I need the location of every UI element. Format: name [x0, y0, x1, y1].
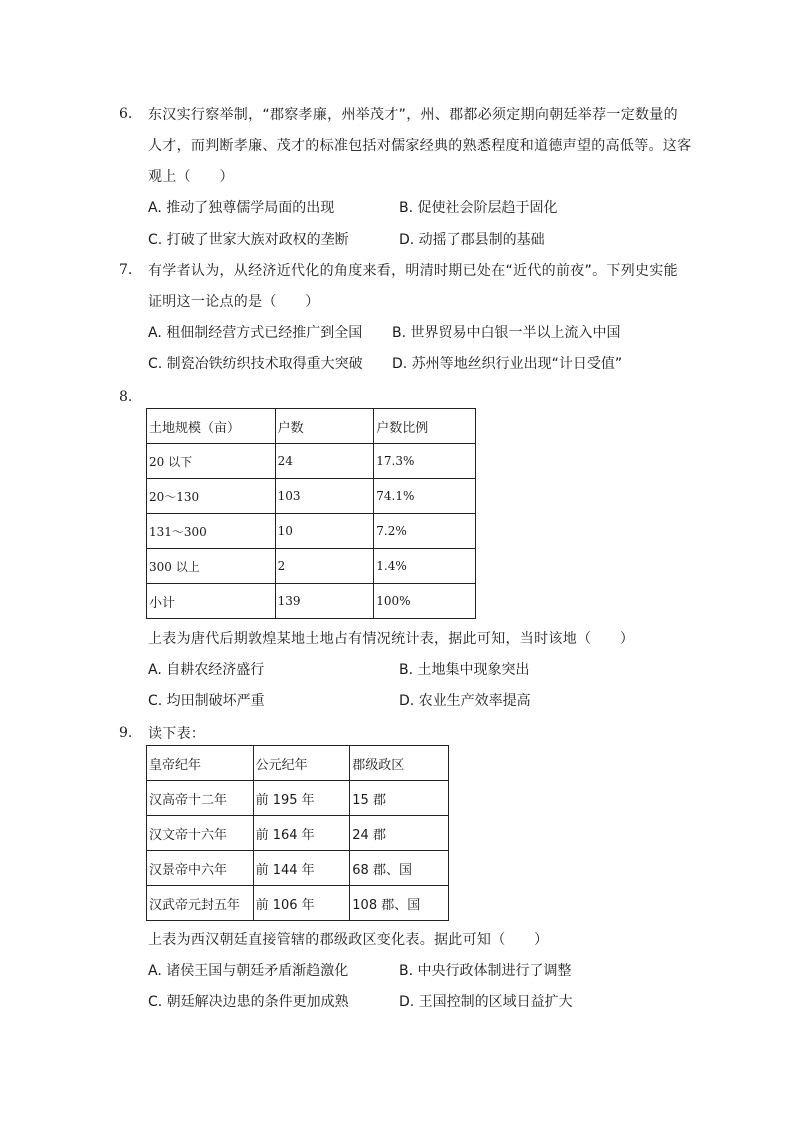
option-d[interactable]: D. 苏州等地丝织行业出现“计日受值”: [392, 356, 623, 372]
table-cell: 300 以上: [147, 549, 276, 584]
table-cell: 20～130: [147, 479, 276, 514]
table-header-cell: 公元纪年: [253, 746, 350, 781]
option-a[interactable]: A. 推动了独尊儒学局面的出现: [148, 200, 335, 216]
option-d[interactable]: D. 动摇了郡县制的基础: [399, 232, 545, 248]
option-d[interactable]: D. 农业生产效率提高: [399, 693, 531, 709]
question-text-line: 证明这一论点的是（ ）: [148, 294, 320, 310]
table-cell: 前 144 年: [253, 851, 350, 886]
table-cell: 131～300: [147, 514, 276, 549]
question-text-line: 人才，而判断孝廉、茂才的标准包括对儒家经典的熟悉程度和道德声望的高低等。这客: [148, 138, 692, 154]
table-row: [147, 886, 449, 921]
question-intro: 读下表：: [148, 726, 206, 742]
option-c[interactable]: C. 均田制破坏严重: [148, 693, 265, 709]
table-cell: 小计: [147, 584, 276, 619]
option-c[interactable]: C. 朝廷解决边患的条件更加成熟: [148, 994, 349, 1010]
table-header-cell: 土地规模（亩）: [147, 409, 276, 444]
option-b[interactable]: B. 中央行政体制进行了调整: [399, 963, 572, 979]
table-row: [147, 584, 476, 619]
table-row: [147, 816, 449, 851]
table-cell: 7.2%: [374, 514, 476, 549]
question-text-line: 有学者认为，从经济近代化的角度来看，明清时期已处在“近代的前夜”。下列史实能: [148, 263, 678, 279]
question-number: 7.: [119, 262, 133, 278]
table-cell: 24 郡: [350, 816, 449, 851]
table-row: [147, 781, 449, 816]
table-cell: 1.4%: [374, 549, 476, 584]
table-row: [147, 444, 476, 479]
table-cell: 前 164 年: [253, 816, 350, 851]
table-header-row: [147, 746, 449, 781]
table-cell: 前 106 年: [253, 886, 350, 921]
table-row: [147, 514, 476, 549]
table-header-cell: 郡级政区: [350, 746, 449, 781]
option-a[interactable]: A. 自耕农经济盛行: [148, 662, 265, 678]
table-cell: 汉景帝中六年: [147, 851, 254, 886]
table-cell: 103: [275, 479, 374, 514]
option-b[interactable]: B. 世界贸易中白银一半以上流入中国: [392, 325, 621, 341]
commandery-table: [146, 745, 449, 921]
land-holding-table: [146, 408, 476, 619]
option-c[interactable]: C. 制瓷冶铁纺织技术取得重大突破: [148, 356, 363, 372]
question-number: 8.: [119, 389, 133, 405]
table-cell: 2: [275, 549, 374, 584]
table-cell: 24: [275, 444, 374, 479]
table-header-cell: 户数比例: [374, 409, 476, 444]
question-stem: 上表为唐代后期敦煌某地土地占有情况统计表，据此可知，当时该地（ ）: [148, 631, 635, 647]
question-text-line: 观上（ ）: [148, 169, 234, 185]
question-stem: 上表为西汉朝廷直接管辖的郡级政区变化表。据此可知（ ）: [148, 932, 549, 948]
table-cell: 17.3%: [374, 444, 476, 479]
option-b[interactable]: B. 土地集中现象突出: [399, 662, 530, 678]
table-cell: 10: [275, 514, 374, 549]
question-number: 6.: [119, 106, 133, 122]
table-cell: 15 郡: [350, 781, 449, 816]
option-c[interactable]: C. 打破了世家大族对政权的垄断: [148, 232, 349, 248]
table-cell: 汉武帝元封五年: [147, 886, 254, 921]
option-b[interactable]: B. 促使社会阶层趋于固化: [399, 200, 558, 216]
table-cell: 108 郡、国: [350, 886, 449, 921]
table-header-cell: 户数: [275, 409, 374, 444]
question-text-line: 东汉实行察举制，“郡察孝廉，州举茂才”，州、郡都必须定期向朝廷举荐一定数量的: [148, 107, 678, 123]
table-cell: 汉高帝十二年: [147, 781, 254, 816]
question-number: 9.: [119, 725, 133, 741]
table-cell: 前 195 年: [253, 781, 350, 816]
table-cell: 74.1%: [374, 479, 476, 514]
table-cell: 68 郡、国: [350, 851, 449, 886]
table-row: [147, 479, 476, 514]
table-row: [147, 549, 476, 584]
table-cell: 汉文帝十六年: [147, 816, 254, 851]
table-header-cell: 皇帝纪年: [147, 746, 254, 781]
table-cell: 100%: [374, 584, 476, 619]
table-cell: 139: [275, 584, 374, 619]
option-a[interactable]: A. 租佃制经营方式已经推广到全国: [148, 325, 363, 341]
table-cell: 20 以下: [147, 444, 276, 479]
table-row: [147, 851, 449, 886]
table-header-row: [147, 409, 476, 444]
option-a[interactable]: A. 诸侯王国与朝廷矛盾渐趋激化: [148, 963, 349, 979]
option-d[interactable]: D. 王国控制的区域日益扩大: [399, 994, 573, 1010]
